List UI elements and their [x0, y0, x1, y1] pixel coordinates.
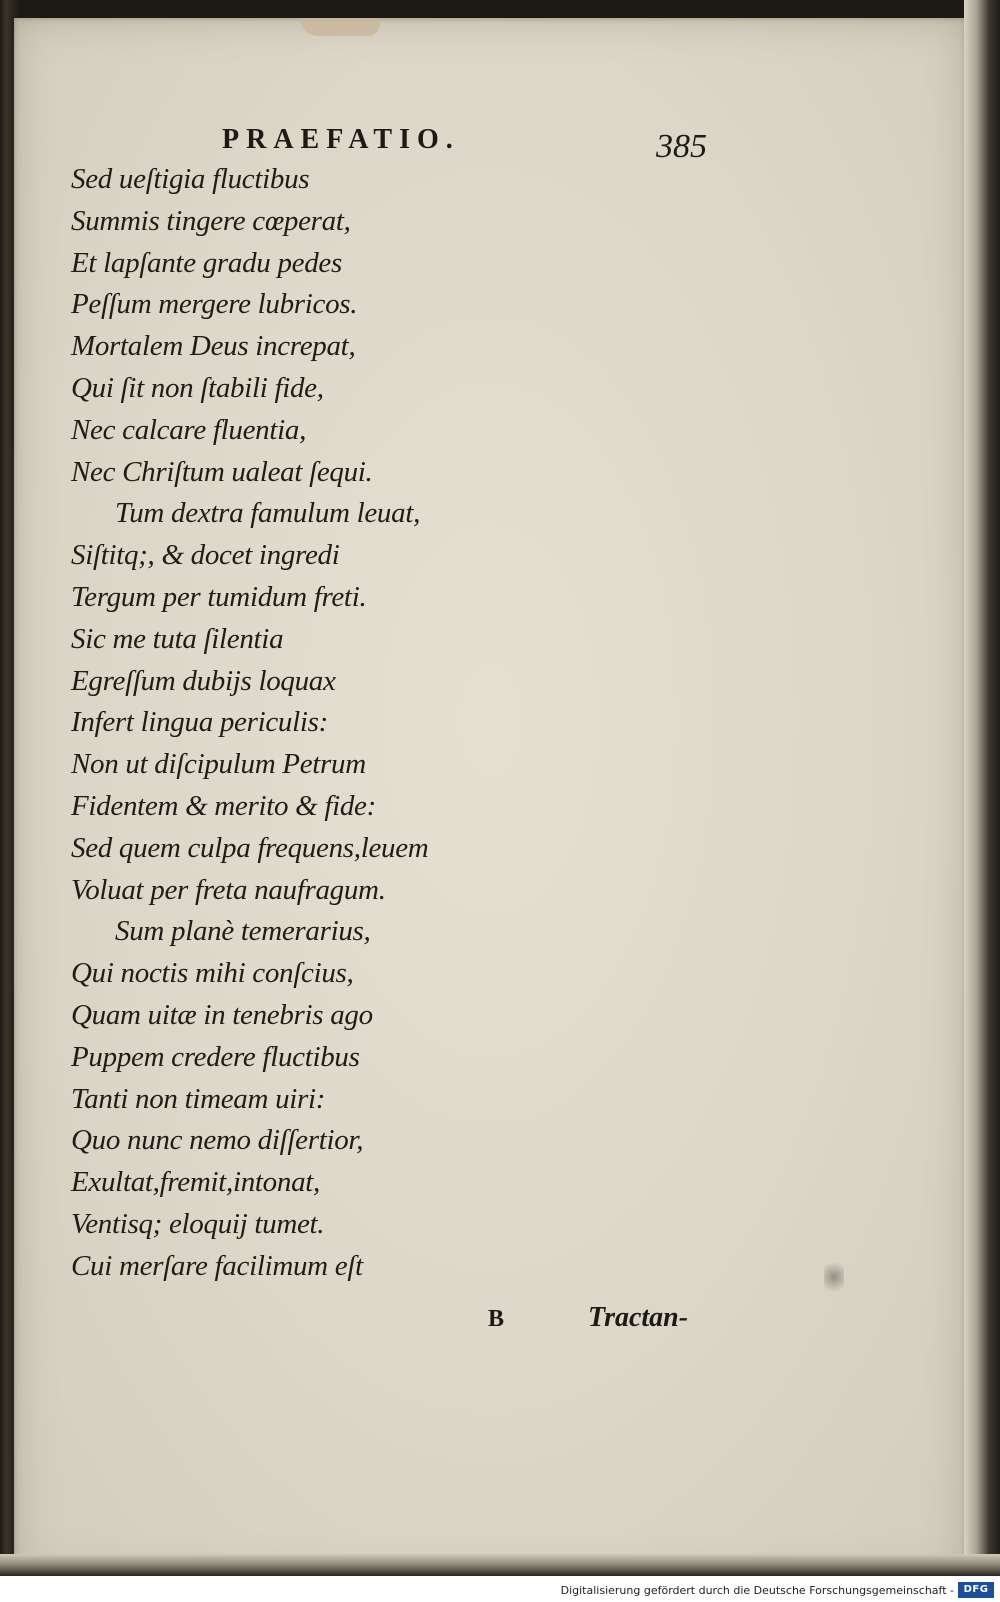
verse-line: Infert lingua periculis: — [71, 706, 328, 739]
verse-line: Nec Chriſtum ualeat ſequi. — [71, 455, 373, 488]
verse-line: Cui merſare facilimum eſt — [71, 1249, 363, 1282]
catchword: Tractan- — [588, 1302, 689, 1333]
verse-line: Voluat per freta naufragum. — [71, 873, 386, 906]
verse-line: Quo nunc nemo diſſertior, — [71, 1124, 364, 1157]
verse-line: Siſtitq;, & docet ingredi — [71, 539, 340, 572]
verse-line: Egreſſum dubijs loquax — [71, 664, 336, 697]
page-fore-edge — [964, 0, 1000, 1602]
signature-mark: B — [488, 1306, 505, 1332]
funding-credit: Digitalisierung gefördert durch die Deutsche Forschungsgemeinschaft - — [560, 1584, 954, 1597]
verse-line: Peſſum mergere lubricos. — [71, 288, 358, 321]
footer-bar — [0, 1576, 1000, 1602]
verse-line: Sed quem culpa frequens,leuem — [71, 831, 429, 864]
verse-line: Et lapſante gradu pedes — [71, 246, 342, 279]
verse-line: Exultat,fremit,intonat, — [71, 1166, 320, 1199]
page-bottom-edge — [0, 1554, 1000, 1576]
verse-line: Nec calcare fluentia, — [71, 413, 307, 446]
verse-line: Quam uitæ in tenebris ago — [71, 998, 373, 1031]
verse-line: Non ut diſcipulum Petrum — [71, 748, 366, 781]
verse-line: Tanti non timeam uiri: — [71, 1082, 326, 1115]
verse-line: Sic me tuta ſilentia — [71, 622, 284, 655]
verse-line: Ventisq; eloquij tumet. — [71, 1207, 325, 1240]
verse-line: Summis tingere cœperat, — [71, 204, 351, 237]
paper-repair-patch — [300, 18, 380, 36]
verse-line: Fidentem & merito & fide: — [71, 789, 376, 822]
verse-line: Qui ſit non ſtabili fide, — [71, 371, 324, 404]
verse-line: Tum dextra famulum leuat, — [115, 497, 421, 530]
dfg-logo-icon: DFG — [958, 1582, 994, 1598]
page-number: 385 — [656, 128, 707, 165]
paper-stain — [824, 1258, 844, 1296]
verse-line: Qui noctis mihi conſcius, — [71, 957, 354, 990]
verse-line: Mortalem Deus increpat, — [71, 330, 356, 363]
verse-line: Sum planè temerarius, — [115, 915, 371, 948]
verse-text-block — [71, 159, 591, 1288]
running-head: PRAEFATIO. — [222, 124, 460, 155]
verse-line: Puppem credere fluctibus — [71, 1040, 360, 1073]
verse-line: Tergum per tumidum freti. — [71, 580, 367, 613]
verse-line: Sed ueſtigia fluctibus — [71, 163, 310, 195]
